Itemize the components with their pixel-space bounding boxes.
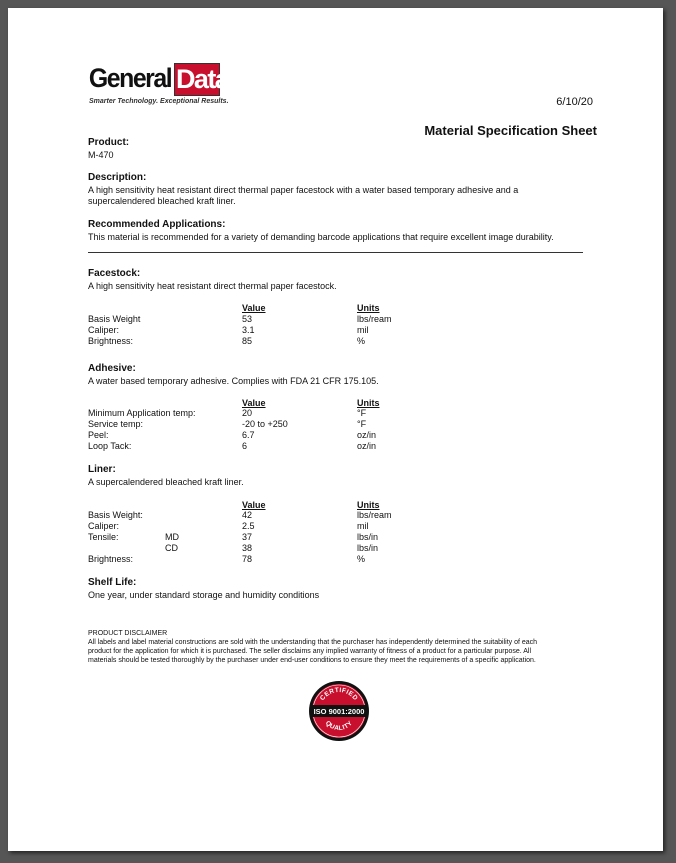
table-row-value: 53 (242, 314, 253, 324)
table-row-units: lbs/ream (357, 510, 392, 520)
facestock-text: A high sensitivity heat resistant direct thermal paper facestock. (88, 281, 337, 291)
seal-center-text: ISO 9001:2000 (313, 707, 365, 716)
section-divider (88, 252, 583, 253)
adhesive-heading: Adhesive: (88, 363, 136, 374)
document-date: 6/10/20 (556, 96, 593, 108)
table-row-label: Service temp: (88, 419, 144, 429)
table-row-sub: MD (165, 532, 179, 542)
recommended-heading: Recommended Applications: (88, 219, 226, 230)
document-page (8, 8, 663, 851)
shelf-life-heading: Shelf Life: (88, 577, 137, 588)
table-row-units: °F (357, 408, 367, 418)
logo-word-general: General (88, 63, 172, 93)
table-row-value: 78 (242, 554, 253, 564)
table-row-units: mil (357, 521, 369, 531)
recommended-text: This material is recommended for a variety of demanding barcode applications that require excellent image durability. (88, 232, 554, 242)
table-row-label: Peel: (88, 430, 109, 440)
table-row-value: 6.7 (242, 430, 255, 440)
disclaimer-heading: PRODUCT DISCLAIMER (88, 630, 168, 637)
description-line-1: A high sensitivity heat resistant direct thermal paper facestock with a water based temporary adhesive and a (88, 185, 519, 195)
table-row-value: 42 (242, 510, 253, 520)
table-row-label: Minimum Application temp: (88, 408, 196, 418)
table-row-value: 85 (242, 336, 253, 346)
product-disclaimer (88, 629, 588, 665)
table-row-units: oz/in (357, 430, 377, 440)
description-line-2: supercalendered bleached kraft liner. (88, 196, 236, 206)
table-row-value: -20 to +250 (242, 419, 288, 429)
table-row-value: 20 (242, 408, 253, 418)
shelf-life-text: One year, under standard storage and humidity conditions (88, 590, 320, 600)
disclaimer-line-3: materials should be tested thoroughly by the purchaser under end-user conditions to ensure they meet the requirements of a specific application. (88, 657, 536, 664)
seal-bottom-text: QUALITY (323, 719, 355, 733)
table-row-label: Caliper: (88, 325, 120, 335)
adhesive-units-header: Units (357, 398, 380, 408)
logo-word-data: Data (176, 64, 229, 94)
facestock-value-header: Value (242, 303, 266, 313)
liner-units-header: Units (357, 500, 380, 510)
sheet-title: Material Specification Sheet (424, 123, 597, 138)
table-row-units: % (357, 336, 366, 346)
product-value: M-470 (88, 150, 114, 160)
liner-text: A supercalendered bleached kraft liner. (88, 477, 244, 487)
adhesive-value-header: Value (242, 398, 266, 408)
table-row-units: % (357, 554, 366, 564)
table-row-label: Caliper: (88, 521, 120, 531)
company-logo (88, 63, 228, 113)
table-row-value: 6 (242, 441, 248, 451)
table-row-label: Basis Weight: (88, 510, 143, 520)
table-row-label: Basis Weight (88, 314, 141, 324)
table-row-label: Brightness: (88, 336, 134, 346)
facestock-heading: Facestock: (88, 268, 141, 279)
disclaimer-line-1: All labels and label material constructions are sold with the understanding that the purchaser has independently determined the suitability of each (88, 639, 538, 646)
liner-heading: Liner: (88, 464, 116, 475)
table-row-value: 38 (242, 543, 253, 553)
seal-graphic (308, 680, 370, 742)
adhesive-text: A water based temporary adhesive. Complies with FDA 21 CFR 175.105. (88, 376, 379, 386)
table-row-label: Tensile: (88, 532, 119, 542)
table-row-units: oz/in (357, 441, 377, 451)
table-row-units: lbs/ream (357, 314, 392, 324)
facestock-units-header: Units (357, 303, 380, 313)
iso-certified-seal (308, 680, 370, 742)
table-row-units: lbs/in (357, 532, 379, 542)
product-heading: Product: (88, 137, 130, 148)
seal-top-text: CERTIFIED (318, 686, 360, 703)
table-row-value: 2.5 (242, 521, 255, 531)
table-row-units: lbs/in (357, 543, 379, 553)
liner-value-header: Value (242, 500, 266, 510)
table-row-units: °F (357, 419, 367, 429)
disclaimer-line-2: product for the application for which it is purchased. The seller disclaims any implied warranty of fitness of a product for a particular purpose. All (88, 648, 532, 655)
table-row-label: Loop Tack: (88, 441, 132, 451)
table-row-label: Brightness: (88, 554, 134, 564)
logo-tagline: Smarter Technology. Exceptional Results. (89, 98, 229, 105)
table-row-value: 3.1 (242, 325, 255, 335)
description-heading: Description: (88, 172, 147, 183)
table-row-sub: CD (165, 543, 178, 553)
table-row-units: mil (357, 325, 369, 335)
table-row-value: 37 (242, 532, 253, 542)
